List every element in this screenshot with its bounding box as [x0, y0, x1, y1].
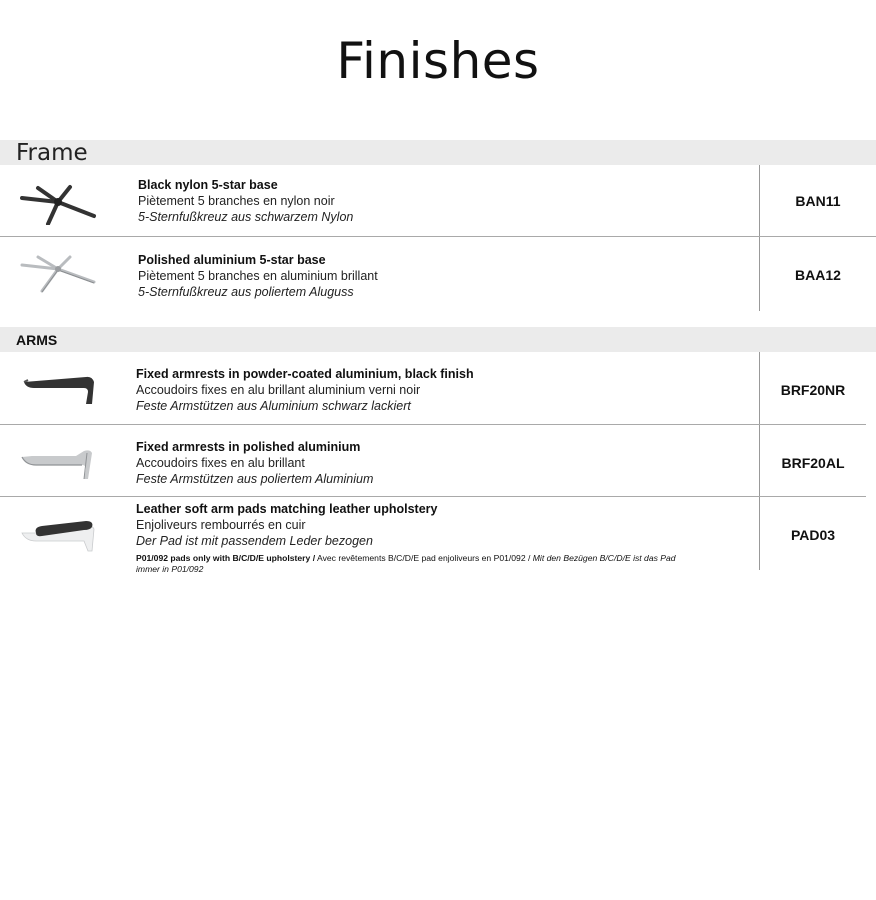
finish-name-en: Leather soft arm pads matching leather upholstery — [136, 502, 438, 516]
polished-aluminium-base-icon — [18, 251, 100, 301]
finish-row-pad03 — [0, 497, 876, 577]
polished-armrest-icon — [18, 443, 100, 483]
finish-name-de: 5-Sternfußkreuz aus poliertem Aluguss — [138, 285, 354, 299]
finish-description — [136, 501, 736, 575]
finish-name-en: Black nylon 5-star base — [138, 178, 278, 192]
black-nylon-base-icon — [18, 175, 100, 225]
finish-description — [138, 177, 738, 225]
section-header-frame — [0, 140, 876, 165]
finish-name-en: Fixed armrests in powder-coated aluminium, black finish — [136, 367, 474, 381]
section-label-frame: Frame — [16, 140, 88, 166]
finish-name-fr: Piètement 5 branches en nylon noir — [138, 194, 335, 208]
finish-code: BAA12 — [795, 267, 841, 283]
finish-row-brf20nr — [0, 352, 876, 424]
finish-row-ban11 — [0, 165, 876, 236]
finish-code: BRF20AL — [781, 455, 845, 471]
finish-description — [138, 252, 738, 300]
finish-name-fr: Accoudoirs fixes en alu brillant — [136, 456, 305, 470]
finish-code: BRF20NR — [780, 382, 846, 398]
finish-name-en: Polished aluminium 5-star base — [138, 253, 326, 267]
upholstery-note — [136, 553, 696, 575]
finish-description — [136, 439, 736, 487]
finish-description — [136, 366, 736, 414]
page-title: Finishes — [336, 32, 540, 90]
finish-name-de: Feste Armstützen aus poliertem Aluminium — [136, 472, 374, 486]
finish-name-fr: Enjoliveurs rembourrés en cuir — [136, 518, 306, 532]
finish-name-fr: Accoudoirs fixes en alu brillant aluminium verni noir — [136, 383, 421, 397]
finish-name-fr: Piètement 5 branches en aluminium brillant — [138, 269, 378, 283]
finish-row-brf20al — [0, 425, 876, 496]
note-en: P01/092 pads only with B/C/D/E upholstery / — [136, 553, 316, 563]
section-header-arms — [0, 327, 876, 352]
finish-code: PAD03 — [790, 527, 836, 543]
finish-row-baa12 — [0, 237, 876, 311]
note-de: Mit den Bezügen B/C/D/E ist das Pad immer in P01/092 — [136, 553, 676, 574]
note-fr: Avec revêtements B/C/D/E pad enjoliveurs en P01/092 / — [315, 553, 533, 563]
finish-name-de: 5-Sternfußkreuz aus schwarzem Nylon — [138, 210, 354, 224]
section-label-arms: ARMS — [16, 332, 58, 348]
finish-name-de: Feste Armstützen aus Aluminium schwarz lackiert — [136, 399, 411, 413]
leather-arm-pad-icon — [18, 515, 100, 555]
finish-code: BAN11 — [795, 193, 841, 209]
finish-name-de: Der Pad ist mit passendem Leder bezogen — [136, 534, 373, 548]
black-armrest-icon — [18, 370, 100, 410]
finish-name-en: Fixed armrests in polished aluminium — [136, 440, 361, 454]
